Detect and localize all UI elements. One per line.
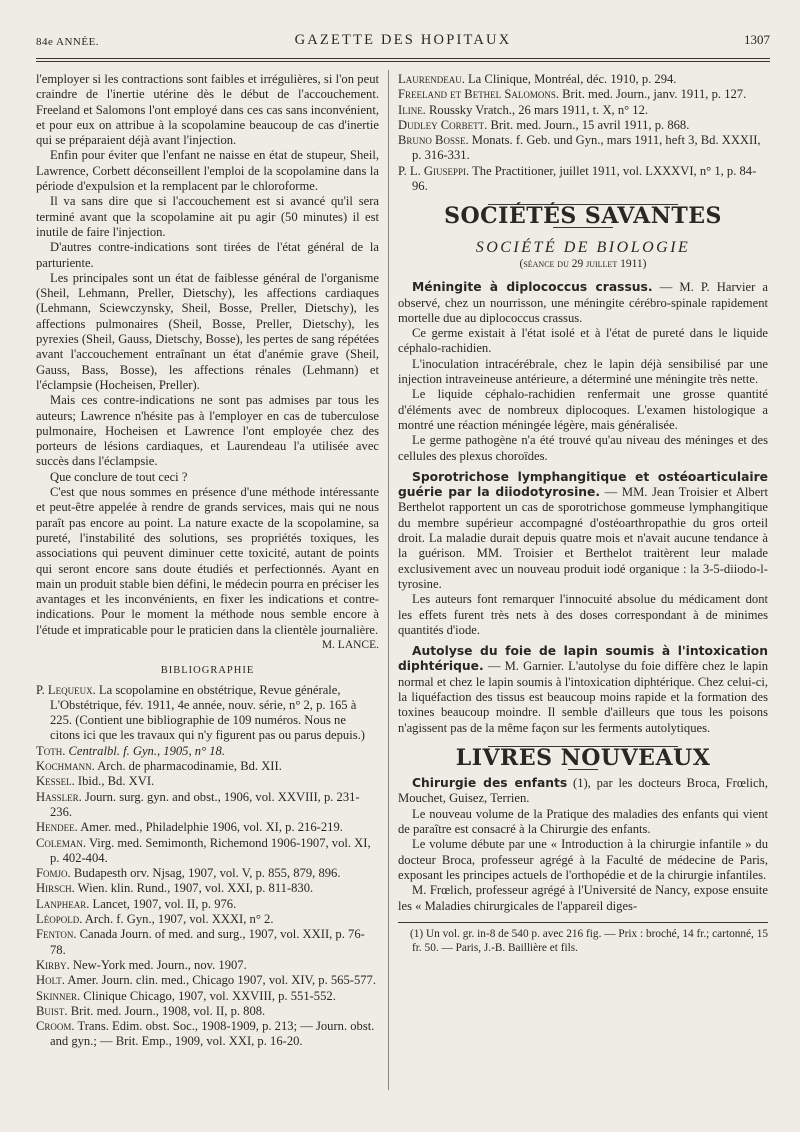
section-title-livres: LIVRES NOUVEAUX — [455, 744, 711, 771]
paragraph: Enfin pour éviter que l'enfant ne naisse en état de stupeur, Sheil, Lawrence, Corbett déconseillent l'emploi de la scopolamine dans la période d'expulsion et la remplacent par le chloroforme. — [36, 148, 379, 194]
bibliography-entry: Léopold. Arch. f. Gyn., 1907, vol. XXXI, n° 2. — [36, 912, 274, 927]
bibliography-entry: Toth. Centralbl. f. Gyn., 1905, n° 18. — [36, 743, 225, 758]
header-page-number: 1307 — [744, 32, 770, 47]
paragraph: Les principales sont un état de faiblesse général de l'organisme (Sheil, Lehmann, Preller, Dietschy), les affections cardiaques (Lehmann, Sciewczynsky, Sheil, Bosse, Preller, Dietschy), les affections pulmonaires (Sheil, Bosse, Preller, Dietschy), les pyrexies (Sheil, Gauss, Dietschy, Bosse), les pertes de sang répétées avant l'accouchement entraînant un état d'anémie grave (Sheil, Gauss, Bass, Bosse), les affections rénales (Lehmann) et l'éclampsie (Hocheisen, Preller). — [36, 270, 379, 392]
bibliography-entry: Freeland et Bethel Salomons. Brit. med. Journ., janv. 1911, p. 127. — [398, 87, 747, 102]
header-year: 84e ANNÉE. — [36, 36, 100, 48]
paragraph: Le liquide céphalo-rachidien renfermait une grosse quantité d'éléments avec de nombreux diplocoques. L'examen histologique a montré une réaction méningée légère, mais généralisée. — [398, 387, 768, 432]
bibliography-list — [36, 683, 379, 1050]
session-date: (séance du 29 juillet 1911) — [519, 257, 647, 270]
paragraph: Que conclure de tout ceci ? — [50, 469, 188, 484]
bibliography-entry: Croom. Trans. Edim. obst. Soc., 1908-1909, p. 213; — Journ. obst. and gyn.; — Brit. Emp., 1909, vol. XXI, p. 16-20. — [36, 1019, 375, 1049]
bibliography-title: BIBLIOGRAPHIE — [160, 665, 255, 677]
bibliography-entry: Coleman. Virg. med. Semimonth, Richemond 1906-1907, vol. XI, p. 402-404. — [36, 835, 371, 865]
paragraph: Mais ces contre-indications ne sont pas admises par tous les auteurs; Lawrence n'hésite pas à l'employer en cas de tuberculose pulmonaire, Hocheisen et Lawrence l'ont employée chez des porteurs de lésions cardiaques, et Laurendeau l'a utilisée avec succès dans l'éclampsie. — [36, 393, 379, 469]
page-header — [36, 30, 770, 52]
header-rule — [36, 58, 770, 59]
paragraph: Ce germe existait à l'état isolé et à l'état de pureté dans le liquide céphalo-rachidien. — [398, 326, 768, 356]
paragraph: Il va sans dire que si l'accouchement est si avancé qu'il sera terminé avant que la scopolamine ait pu agir (50 minutes) il est inutile de faire l'injection. — [36, 194, 379, 239]
right-column — [398, 72, 768, 955]
paragraph: L'inoculation intracérébrale, chez le lapin déjà sensibilisé par une injection intraveineuse antérieure, a déterminé une méningite très nette. — [398, 356, 768, 387]
bibliography-entry: Holt. Amer. Journ. clin. med., Chicago 1907, vol. XIV, p. 565-577. — [36, 973, 377, 988]
article-meningite: Méningite à diplococcus crassus. — M. P. Harvier a observé, chez un nourrisson, une méningite cérébro-spinale rapidement mortelle due au diplococcus crassus. — [398, 280, 768, 325]
bibliography-entry: Kirby. New-York med. Journ., nov. 1907. — [36, 957, 247, 972]
bibliography-entry: Buist. Brit. med. Journ., 1908, vol. II, p. 808. — [36, 1003, 266, 1018]
bibliography-entry: Fomjo. Budapesth orv. Njsag, 1907, vol. V, p. 855, 879, 896. — [36, 866, 341, 881]
paragraph: l'employer si les contractions sont faibles et irrégulières, si l'on peut craindre de l'inertie utérine dès le début de l'accouchement. Freeland et Salomons l'ont employé dans ces cas sans inconvénient, et pour eux on attribue à la scopolamine beaucoup de cas d'inertie qui se préparaient déjà avant l'injection. — [36, 72, 379, 148]
bibliography-entry: Hendee. Amer. med., Philadelphie 1906, vol. XI, p. 216-219. — [36, 820, 343, 835]
column-divider — [388, 70, 389, 1090]
footnote: (1) Un vol. gr. in-8 de 540 p. avec 216 fig. — Prix : broché, 14 fr.; cartonné, 15 fr. 50. — Paris, J.-B. Baillière et fils. — [410, 927, 768, 954]
bibliography-entry: Dudley Corbett. Brit. med. Journ., 15 avril 1911, p. 868. — [398, 117, 690, 132]
book-heading: Chirurgie des enfants (1), par les docteurs Broca, Frœlich, Mouchet, Guisez, Terrien. — [398, 776, 768, 806]
paragraph: Le nouveau volume de la Pratique des maladies des enfants qui vient de paraître est consacré à la Chirurgie des enfants. — [398, 806, 768, 837]
bibliography-entry: P. L. Giuseppi. The Practitioner, juillet 1911, vol. LXXXVI, n° 1, p. 84-96. — [398, 163, 757, 194]
left-column — [36, 72, 379, 1050]
bibliography-continued — [398, 72, 768, 194]
paragraph: D'autres contre-indications sont tirées de l'état général de la parturiente. — [36, 240, 379, 270]
paragraph: Le volume débute par une « Introduction à la chirurgie infantile » du docteur Broca, professeur agrégé à la Faculté de médecine de Paris, exposant les principes actuels de l'orthopédie et de la chirurgie infantiles. — [398, 837, 768, 882]
bibliography-entry: Hirsch. Wien. klin. Rund., 1907, vol. XXI, p. 811-830. — [36, 881, 314, 896]
paragraph: C'est que nous sommes en présence d'une méthode intéressante et peut-être appelée à rendre de grands services, mais qui ne nous paraît pas encore au point. La nature exacte de la scopolamine, sa pureté, l'instabilité des solutions, ses propriétés toxiques, les associations qui peuvent diminuer cette toxicité, autant de points qui seront encore sans doute étudiés et perfectionnés. Ayant en main un produit stable bien défini, le médecin pourra en préciser les avantages et les inconvénients, en fixer les indications et contre-indications. Pour le moment la méthode nous semble encore à l'étude et impraticable pour le praticien dans la clientèle journalière. — [36, 485, 379, 637]
article-sporotrichose: Sporotrichose lymphangitique et ostéoarticulaire guérie par la diiodotyrosine. — MM. Jean Troisier et Albert Berthelot rapportent un cas de sporotrichose gommeuse lymphangitique du membre supérieur accompagné d'ostéoarthropathie du gros orteil droit. La maladie durait depuis quatre mois et n'avait aucune tendance à la guérison. MM. Troisier et Berthelot traitèrent leur malade exclusivement avec un nouveau produit iodé organique : la 3-5-diiodo-l-tyrosine. — [398, 469, 768, 591]
footnote-rule — [398, 922, 768, 923]
paragraph: Le germe pathogène n'a été trouvé qu'au niveau des méninges et des cellules des plexus choroïdes. — [398, 433, 768, 463]
bibliography-entry: Laurendeau. La Clinique, Montréal, déc. 1910, p. 294. — [398, 72, 677, 86]
paragraph: Les auteurs font remarquer l'innocuité absolue du médicament dont les effets furent très nets à des doses correspondant à de minimes quantités d'iode. — [398, 592, 768, 637]
author-signature: M. LANCE. — [321, 638, 379, 651]
bibliography-entry: Skinner. Clinique Chicago, 1907, vol. XXVIII, p. 551-552. — [36, 988, 336, 1003]
header-journal-title: GAZETTE DES HOPITAUX — [294, 32, 512, 48]
bibliography-entry: Bruno Bosse. Monats. f. Geb. und Gyn., mars 1911, heft 3, Bd. XXXII, p. 316-331. — [398, 133, 761, 163]
bibliography-entry: P. Lequeux. La scopolamine en obstétrique, Revue générale, L'Obstétrique, fév. 1911, 4e année, nouv. série, n° 2, p. 165 à 225. (Contient une bibliographie de 109 numéros. Nous ne citons ici que les travaux qui n'y figurent pas ou parus depuis.) — [36, 682, 365, 743]
bibliography-entry: Fenton. Canada Journ. of med. and surg., 1907, vol. XXII, p. 76-78. — [36, 927, 365, 957]
article-autolyse: Autolyse du foie de lapin soumis à l'intoxication diphtérique. — M. Garnier. L'autolyse du foie diffère chez le lapin normal et chez le lapin soumis à l'intoxication diphtérique. Chez celui-ci, la liquéfaction des tissus est beaucoup moins rapide et la formation des toxines beaucoup moindre. Il semble d'ailleurs que tous les poisons n'agissent pas de la même façon sur les ferments autolytiques. — [398, 644, 768, 735]
paragraph: M. Frœlich, professeur agrégé à l'Université de Nancy, expose ensuite les « Maladies chirurgicales de l'appareil diges- — [398, 883, 768, 913]
bibliography-entry: Lanphear. Lancet, 1907, vol. II, p. 976. — [36, 896, 237, 911]
bibliography-entry: Iline. Roussky Vratch., 26 mars 1911, t. X, n° 12. — [398, 102, 649, 117]
header-rule-double — [36, 61, 770, 62]
society-name: SOCIÉTÉ DE BIOLOGIE — [475, 238, 691, 256]
section-title-societes: SOCIÉTÉS SAVANTES — [444, 203, 722, 230]
bibliography-entry: Hassler. Journ. surg. gyn. and obst., 1906, vol. XXVIII, p. 231-236. — [36, 789, 360, 819]
bibliography-entry: Kochmann. Arch. de pharmacodinamie, Bd. XII. — [36, 759, 282, 774]
bibliography-entry: Kessel. Ibid., Bd. XVI. — [36, 774, 155, 789]
